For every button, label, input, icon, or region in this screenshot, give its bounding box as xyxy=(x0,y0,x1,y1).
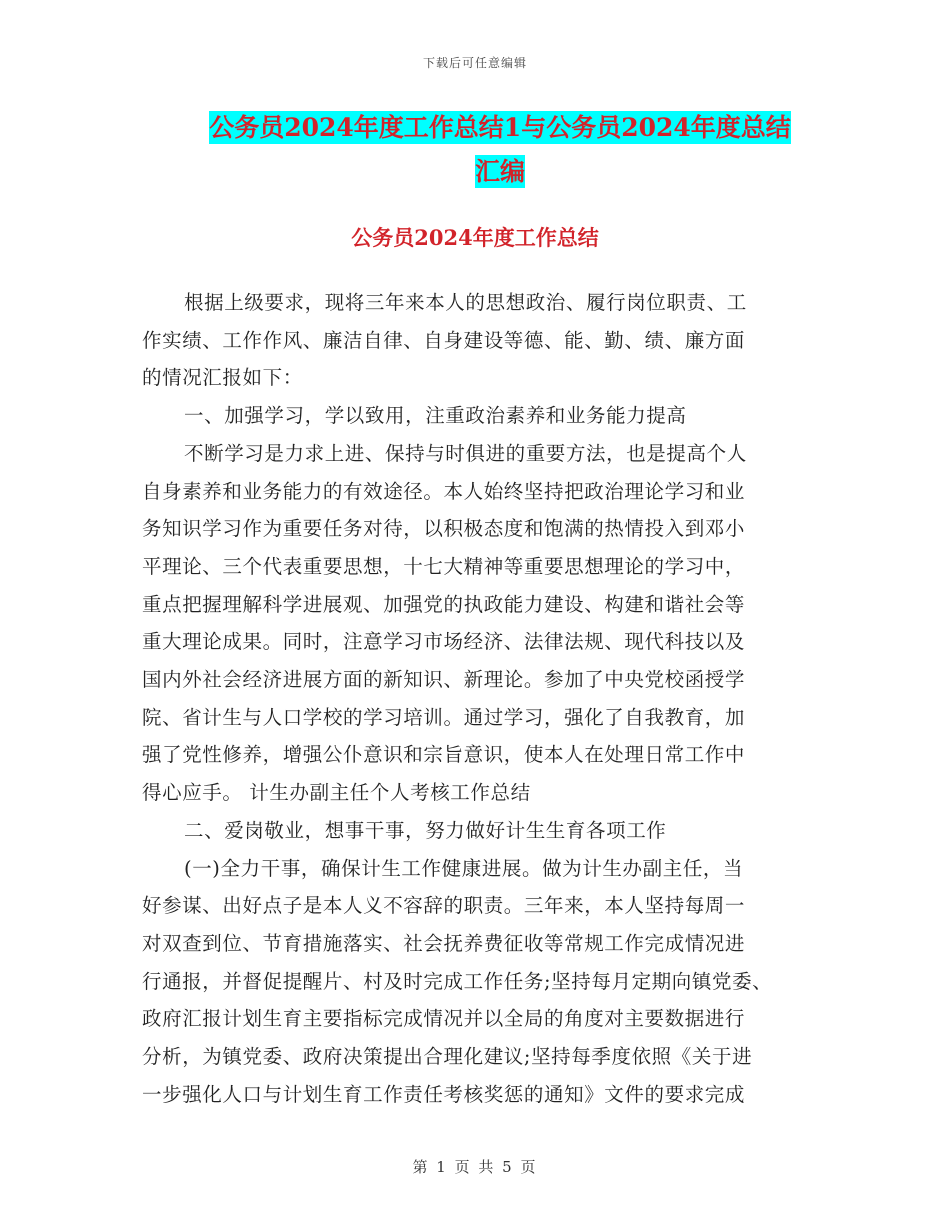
text-line: 院、省计生与人口学校的学习培训。通过学习，强化了自我教育，加 xyxy=(142,705,746,729)
text-line: 重点把握理解科学进展观、加强党的执政能力建设、构建和谐社会等 xyxy=(142,592,746,616)
text-line: 政府汇报计划生育主要指标完成情况并以全局的角度对主要数据进行 xyxy=(142,1007,746,1031)
text-line: 好参谋、出好点子是本人义不容辞的职责。三年来，本人坚持每周一 xyxy=(142,894,746,918)
section-heading: 一、加强学习，学以致用，注重政治素养和业务能力提高 xyxy=(184,404,687,428)
text-line: 强了党性修养，增强公仆意识和宗旨意识，使本人在处理日常工作中 xyxy=(142,743,746,767)
text-line: (一)全力干事，确保计生工作健康进展。做为计生办副主任，当 xyxy=(184,856,744,880)
document-title xyxy=(150,106,850,194)
text-line: 国内外社会经济进展方面的新知识、新理论。参加了中央党校函授学 xyxy=(142,668,746,692)
text-line: 得心应手。 计生办副主任个人考核工作总结 xyxy=(142,781,531,805)
section-title: 公务员2024年度工作总结 xyxy=(351,225,599,250)
text-line: 一步强化人口与计划生育工作责任考核奖惩的通知》文件的要求完成 xyxy=(142,1082,746,1106)
text-line: 重大理论成果。同时，注意学习市场经济、法律法规、现代科技以及 xyxy=(142,630,746,654)
text-line: 根据上级要求，现将三年来本人的思想政治、履行岗位职责、工 xyxy=(184,291,747,314)
title-line-2: 汇编 xyxy=(474,157,525,186)
text-line: 对双查到位、节育措施落实、社会抚养费征收等常规工作完成情况进 xyxy=(142,931,746,955)
text-line: 行通报，并督促提醒片、村及时完成工作任务;坚持每月定期向镇党委、 xyxy=(142,969,773,993)
text-line: 务知识学习作为重要任务对待，以积极态度和饱满的热情投入到邓小 xyxy=(142,517,746,541)
text-line: 作实绩、工作作风、廉洁自律、自身建设等德、能、勤、绩、廉方面 xyxy=(142,328,746,352)
text-line: 平理论、三个代表重要思想，十七大精神等重要思想理论的学习中， xyxy=(142,554,746,578)
text-line: 的情况汇报如下： xyxy=(142,366,303,390)
title-line-1: 公务员2024年度工作总结1与公务员2024年度总结 xyxy=(209,113,791,142)
page-footer: 第 1 页 共 5 页 xyxy=(412,1158,538,1176)
text-line: 自身素养和业务能力的有效途径。本人始终坚持把政治理论学习和业 xyxy=(142,479,746,503)
text-line: 分析，为镇党委、政府决策提出合理化建议;坚持每季度依照《关于进 xyxy=(142,1045,753,1069)
text-line: 不断学习是力求上进、保持与时俱进的重要方法，也是提高个人 xyxy=(184,441,747,465)
section-heading: 二、爱岗敬业，想事干事，努力做好计生生育各项工作 xyxy=(184,818,667,842)
body-text xyxy=(142,284,822,1113)
header-note: 下载后可任意编辑 xyxy=(422,56,527,70)
